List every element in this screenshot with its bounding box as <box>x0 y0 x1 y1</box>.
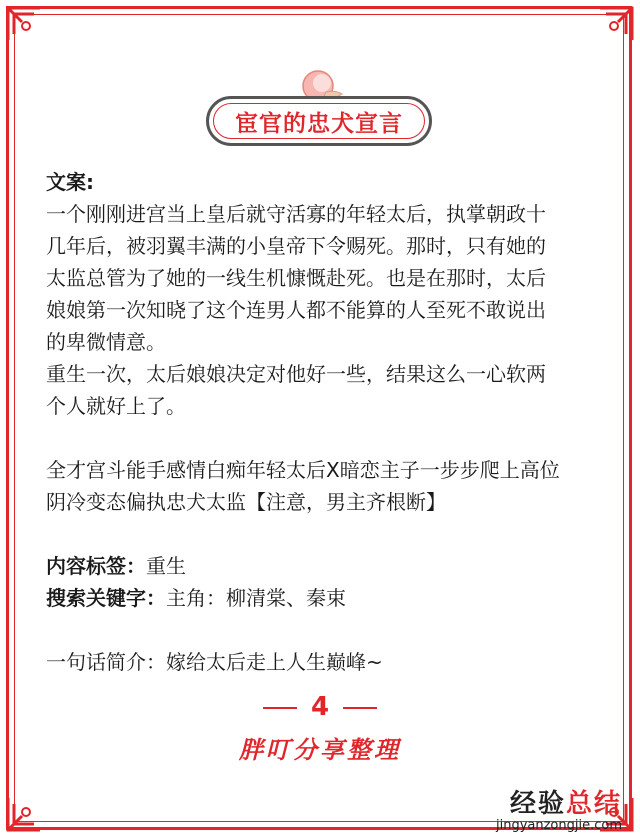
watermark-url: jingyanzongjie.com <box>495 818 622 833</box>
body-line: 娘娘第一次知晓了这个连男人都不能算的人至死不敢说出 <box>46 298 546 322</box>
divider-line <box>343 707 377 709</box>
page-title: 宦官的忠犬宣言 <box>235 110 403 137</box>
body-line: 重生一次，太后娘娘决定对他好一些，结果这么一心软两 <box>46 362 546 386</box>
page-number: 4 <box>310 692 330 722</box>
tag-line: 阴冷变态偏执忠犬太监【注意，男主齐根断】 <box>46 490 446 514</box>
copy-label: 文案: <box>46 170 94 194</box>
divider-line <box>263 707 297 709</box>
signature: 胖叮分享整理 <box>239 736 401 764</box>
body-line: 几年后，被羽翼丰满的小皇帝下令赐死。那时，只有她的 <box>46 234 546 258</box>
article-body <box>46 166 606 678</box>
body-line: 的卑微情意。 <box>46 330 166 354</box>
content-tags-label: 内容标签： <box>46 554 146 578</box>
body-line: 一个刚刚进宫当上皇后就守活寡的年轻太后，执掌朝政十 <box>46 202 546 226</box>
tag-line: 全才宫斗能手感情白痴年轻太后X暗恋主子一步步爬上高位 <box>46 458 560 482</box>
watermark <box>496 791 622 832</box>
body-line: 太监总管为了她的一线生机慷慨赴死。也是在那时，太后 <box>46 266 546 290</box>
corner-ornament-icon <box>4 794 44 834</box>
search-keywords-label: 搜索关键字： <box>46 586 166 610</box>
search-keywords-value: 主角：柳清棠、秦束 <box>166 586 346 610</box>
watermark-main-b: 总结 <box>565 789 622 819</box>
body-line: 个人就好上了。 <box>46 394 186 418</box>
search-keywords-row <box>46 582 606 614</box>
content-tags-row <box>46 550 606 582</box>
watermark-main-a: 经验 <box>509 789 566 819</box>
one-line-summary: 一句话简介：嫁给太后走上人生巅峰~ <box>46 650 383 674</box>
title-banner <box>206 96 432 146</box>
content-tags-value: 重生 <box>146 554 186 578</box>
corner-ornament-icon <box>596 4 636 44</box>
corner-ornament-icon <box>4 4 44 44</box>
page-number-row <box>0 692 640 722</box>
